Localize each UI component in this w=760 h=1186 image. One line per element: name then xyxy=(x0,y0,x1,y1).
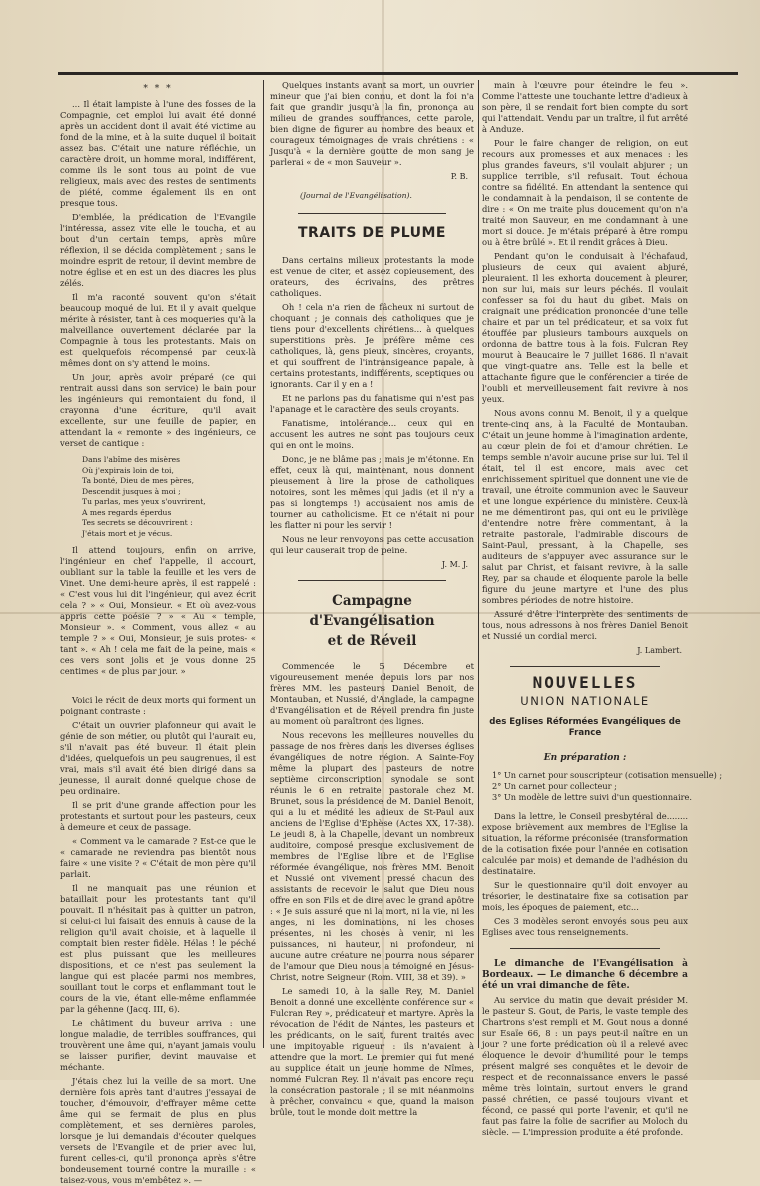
paragraph: Sur le questionnaire qu'il doit envoyer au trésorier, le destinataire fixe sa cotisation par mois, les époques de paiement, etc... xyxy=(482,880,688,912)
verse-line: Tu parlas, mes yeux s'ouvrirent, xyxy=(82,497,206,506)
subheading: En préparation : xyxy=(543,753,627,763)
top-rule xyxy=(58,72,738,75)
title-line: Campagne d'Evangélisation xyxy=(309,593,435,629)
list-item: 3° Un modèle de lettre suivi d'un questionnaire. xyxy=(492,792,693,802)
paragraph: Il m'a raconté souvent qu'on s'était beaucoup moqué de lui. Et il y avait quelque mérite à résister, tant à ces moqueries qu'à la malveillance ouvertement déclarée par la Compagnie à tous les protestants. Mais on est quelquefois récompensé par ceux-là mêmes dont on s'y attend le moins. xyxy=(60,292,256,368)
paragraph: Nous ne leur renvoyons pas cette accusation qui leur causerait trop de peine. xyxy=(270,534,474,555)
paragraph: Commencée le 5 Décembre et vigoureusement menée depuis lors par nos frères MM. les pasteurs Daniel Benoit, de Montauban, et Nussié, d'Anglade, la campagne d'Evangélisation et de Réveil prendra fin juste au moment où paraîtront ces lignes. xyxy=(270,661,474,726)
paragraph: Il attend toujours, enfin on arrive, l'ingénieur en chef l'appelle, il accourt, oubliant sur la table la feuille et les vers de Vinet. Une demi-heure après, il est rappelé : « C'est vous lui dit l'ingénieur, qui avez écrit cela ? » « Oui, Monsieur. « Et où avez-vous appris cette poésie ? » « Au « temple, Monsieur ». « Comment, vous allez « au temple ? » « Oui, Monsieur, je suis protes- « tant ». « Ah ! cela me fait de la peine, mais « ces vers sont jolis et je vous donne 25 centimes « de plus par jour. » xyxy=(60,545,256,676)
paragraph: C'était un ouvrier plafonneur qui avait le génie de son métier, ou plutôt qui l'aurait eu, s'il n'avait pas été buveur. Il était plein d'idées, quelquefois un peu saugrenues, il est vrai, mais s'il avait été bien dirigé dans sa jeunesse, il aurait donné quelque chose de peu ordinaire. xyxy=(60,720,256,796)
preparation-list xyxy=(492,770,723,803)
paragraph: Et ne parlons pas du fanatisme qui n'est pas l'apanage et le caractère des seuls croyants. xyxy=(270,393,474,414)
section-stars: * * * xyxy=(143,84,173,94)
divider xyxy=(298,580,446,581)
paragraph: Un jour, après avoir préparé (ce qui rentrait aussi dans son service) le bain pour les ingénieurs qui remontaient du fond, il crayonna d'une écriture, qu'il avait excellente, sur une feuille de papier, en attendant la « remonte » des ingénieurs, ce verset de cantique : xyxy=(60,372,256,448)
verse-line: J'étais mort et je vécus. xyxy=(82,528,173,538)
paragraph: Au service du matin que devait présider M. le pasteur S. Gout, de Paris, le vaste temple des Chartrons s'est rempli et M. Gout nous a donné sur Esaïe 66, 8 : un pays peut-il naître en un jour ? une forte prédication où il a relevé avec éloquence le devoir d'humilité pour le temps présent malgré ses conquêtes et le devoir de respect et de reconnaissance envers le passé même très lointain, surtout envers le grand passé chrétien, ce passé toujours vivant et fécond, ce passé qui porte l'avenir, et qu'il ne faut pas faire la folie de sacrifier au Moloch du siècle. — L'impression produite a été profonde. xyxy=(482,995,688,1137)
paragraph: Assuré d'être l'interprète des sentiments de tous, nous adressons à nos frères Daniel Benoit et Nussié un cordial merci. xyxy=(482,609,688,641)
verse-line: Tes secrets se découvrirent : xyxy=(82,518,193,527)
divider xyxy=(510,666,660,667)
paragraph: Oh ! cela n'a rien de fâcheux ni surtout de choquant ; je connais des catholiques que je tiens pour d'excellents chrétiens... à quelques superstitions près. Je préfère même ces catholiques, là, gens pieux, sincères, croyants, et qui souffrent de l'intransigeance papale, à certains protestants, indifférents, sceptiques ou ignorants. Car il y en a ! xyxy=(270,302,474,389)
paragraph: Nous recevons les meilleures nouvelles du passage de nos frères dans les diverses églises évangéliques de notre région. A Sainte-Foy même la plupart des pasteurs de notre septième circonscription synodale se sont réunis le 6 en retraite pastorale chez M. Brunet, sous la présidence de M. Daniel Benoit, qui a lu et médité les adieux de St-Paul aux anciens de l'Eglise d'Ephèse (Actes XX, 17-38). Le jeudi 8, à la Chapelle, devant un nombreux auditoire, composé presque exclusivement de membres de l'Eglise libre et de l'Eglise réformée évangélique, nos frères MM. Benoit et Nussié ont vivement pressé chacun des assistants de recevoir le salut que Dieu nous offre en son Fils et de dire avec le grand apôtre : « Je suis assuré que ni la mort, ni la vie, ni les anges, ni les dominations, ni les choses présentes, ni les choses à venir, ni les puissances, ni hauteur, ni profondeur, ni aucune autre créature ne pourra nous séparer de l'amour que Dieu nous a témoigné en Jésus-Christ, notre Seigneur (Rom. VIII, 38 et 39). » xyxy=(270,730,474,982)
title-line: et de Réveil xyxy=(327,633,417,649)
paragraph: main à l'œuvre pour éteindre le feu ». Comme l'atteste une touchante lettre d'adieux à son père, il se rendait fort bien compte du sort qui l'attendait. Vendu par un traître, il fut arrêté à Anduze. xyxy=(482,80,688,134)
paragraph: Pour le faire changer de religion, on eut recours aux promesses et aux menaces : les plus grandes faveurs, s'il voulait abjurer ; un supplice terrible, s'il refusait. Tout échoua contre sa fidélité. En attendant la sentence qui le condamnait à la pendaison, il se contente de dire : « On me traite plus doucement qu'on n'a traité mon Sauveur, en me condamnant à une mort si douce. Je m'étais préparé à être rompu ou à être brûlé ». Et il rendit grâces à Dieu. xyxy=(482,138,688,247)
paragraph: Fanatisme, intolérance... ceux qui en accusent les autres ne sont pas toujours ceux qui en ont le moins. xyxy=(270,418,474,450)
paragraph: Voici le récit de deux morts qui forment un poignant contraste : xyxy=(60,695,256,716)
paragraph: ... Il était lampiste à l'une des fosses de la Compagnie, cet emploi lui avait été donné après un accident dont il avait été victime au fond de la mine, et à la suite duquel il boitait assez bas. C'était une nature réfléchie, un caractère droit, un homme moral, indifférent, comme ils le sont tous au point de vue religieux, mais avec des restes de sentiments de piété, comme également ils en ont presque tous. xyxy=(60,99,256,208)
paragraph: Le châtiment du buveur arriva : une longue maladie, de terribles souffrances, qui trouvèrent une âme qui, n'ayant jamais voulu se laisser purifier, devint mauvaise et méchante. xyxy=(60,1018,256,1072)
verse-line: Où j'expirais loin de toi, xyxy=(82,465,174,475)
article-title xyxy=(270,591,474,651)
paragraph: J'étais chez lui la veille de sa mort. Une dernière fois après tant d'autres j'essayai de toucher, d'émouvoir, d'effrayer même cette âme qui se fermait de plus en plus complètement, et ses dernières paroles, lorsque je lui demandais d'écouter quelques versets de l'Evangile et de prier avec lui, furent celles-ci, qu'il prononça après s'être bondeusement tourné contre la muraille : « taisez-vous, vous m'embêtez ». — xyxy=(60,1076,256,1185)
paragraph: Dans la lettre, le Conseil presbytéral de........ expose brièvement aux membres de l'Eglise la situation, la réforme préconisée (transformation de la cotisation fixée pour l'année en cotisation calculée par mois) et demande de l'adhésion du destinataire. xyxy=(482,811,688,876)
column-2 xyxy=(270,80,474,1117)
verse-line: Dans l'abîme des misères xyxy=(82,455,180,464)
source-note: (Journal de l'Evangélisation). xyxy=(300,191,412,200)
verse-line: Ta bonté, Dieu de mes pères, xyxy=(82,476,194,485)
section-subtitle: UNION NATIONALE xyxy=(520,694,650,708)
paragraph: Ces 3 modèles seront envoyés sous peu aux Eglises avec tous renseignements. xyxy=(482,916,688,937)
section-heading: des Eglises Réformées Evangéliques de France xyxy=(489,717,681,738)
paragraph: Il ne manquait pas une réunion et bataillait pour les protestants tant qu'il pouvait. Il n'hésitait pas à quitter un patron, si celui-ci lui faisait des ennuis à cause de la religion qu'il avait choisie, et à laquelle il comptait bien rester fidèle. Hélas ! le péché est plus puissant que les meilleures dispositions, et ce n'est pas seulement la langue qui est placée parmi nos membres, souillant tout le corps et enflammant tout le cours de la vie, étant elle-même enflammée par la géhenne (Jacq. III, 6). xyxy=(60,883,256,1014)
paragraph: « Comment va le camarade ? Est-ce que le « camarade ne reviendra pas bientôt nous faire « une visite ? « C'était de mon père qu'il parlait. xyxy=(60,836,256,879)
signature: J. Lambert. xyxy=(637,646,682,655)
paragraph: Donc, je ne blâme pas ; mais je m'étonne. En effet, ceux là qui, maintenant, nous donnent pieusement à lire la prose de catholiques notoires, sont les mêmes qui jadis (et il n'y a pas si longtemps !) accusaient nos amis de tourner au catholicisme. Et ce n'était ni pour les flatter ni pour les servir ! xyxy=(270,454,474,530)
divider xyxy=(510,948,660,949)
paragraph: Pendant qu'on le conduisait à l'échafaud, plusieurs de ceux qui avaient abjuré, pleuraient. Il les exhorta doucement à pleurer, non sur lui, mais sur leurs péchés. Il voulait confesser sa foi du haut du gibet. Mais on craignait une prédication prononcée d'une telle chaire et par un tel prédicateur, et sa voix fut étouffée par plusieurs tambours auxquels on ordonna de battre tous à la fois. Fulcran Rey mourut à Beaucaire le 7 juillet 1686. Il n'avait que vingt-quatre ans. Telle est la belle et attachante figure que le conférencier a tirée de l'oubli et merveilleusement fait revivre à nos yeux. xyxy=(482,251,688,404)
divider xyxy=(298,213,446,214)
paragraph: Quelques instants avant sa mort, un ouvrier mineur que j'ai bien connu, et dont la foi n'a fait que grandir jusqu'à la fin, prononça au milieu de grandes souffrances, cette parole, bien digne de figurer au nombre des beaux et courageux témoignages de vrais chrétiens : « Jusqu'à « la dernière goutte de mon sang je parlerai « de « mon Sauveur ». xyxy=(270,80,474,167)
column-rule-right xyxy=(478,80,479,1048)
list-item: 1° Un carnet pour souscripteur (cotisation mensuelle) ; xyxy=(492,770,723,780)
column-rule-left xyxy=(263,80,264,1048)
column-1 xyxy=(60,80,256,1185)
paragraph: D'emblée, la prédication de l'Evangile l'intéressa, assez vite elle le toucha, et au bout d'un certain temps, après mûre réflexion, il se décida complètement ; sans le moindre esprit de retour, il devint membre de notre église et en est un des diacres les plus zélés. xyxy=(60,212,256,288)
column-3 xyxy=(482,80,723,1137)
article-title: TRAITS DE PLUME xyxy=(298,225,446,241)
paragraph: Il se prit d'une grande affection pour les protestants et surtout pour les pasteurs, ceux à demeure et ceux de passage. xyxy=(60,800,256,832)
hymn-verse xyxy=(82,455,256,539)
paragraph: Le samedi 10, à la salle Rey, M. Daniel Benoit a donné une excellente conférence sur « Fulcran Rey », prédicateur et martyre. Après la révocation de l'édit de Nantes, les pasteurs et les prédicants, on le sait, furent traités avec une impitoyable rigueur : ils n'avaient à attendre que la mort. Le premier qui fut mené au supplice était un jeune homme de Nîmes, nommé Fulcran Rey. Il n'avait pas encore reçu la consécration pastorale ; il se mit néanmoins à prêcher, convaincu « que, quand la maison brûle, tout le monde doit mettre la xyxy=(270,986,474,1117)
list-item: 2° Un carnet pour collecteur ; xyxy=(492,781,617,791)
signature: J. M. J. xyxy=(441,560,468,569)
verse-line: A mes regards éperdus xyxy=(82,507,172,517)
verse-line: Descendit jusques à moi ; xyxy=(82,486,181,496)
paragraph: Nous avons connu M. Benoit, il y a quelque trente-cinq ans, à la Faculté de Montauban. C'était un jeune homme à l'imagination ardente, au cœur plein de foi et d'amour chrétien. Le temps semble n'avoir aucune prise sur lui. Tel il était, tel il est encore, mais avec cet enrichissement spirituel que donnent une vie de travail, une étroite communion avec le Sauveur et une longue expérience du ministère. Ceux-là ne me démentiront pas, qui ont eu le privilège d'entendre notre frère commentant, à la retraite pastorale, l'admirable discours de Saint-Paul, pressant, à la Chapelle, ses auditeurs de s'appuyer avec assurance sur le salut par Christ, et faisant revivre, à la salle Rey, par sa chaude et éloquente parole la belle figure du jeune martyre et l'une des plus sombres périodes de notre histoire. xyxy=(482,408,688,605)
signature: P. B. xyxy=(450,172,468,181)
section-title: NOUVELLES xyxy=(532,673,638,692)
paragraph: Dans certains milieux protestants la mode est venue de citer, et assez copieusement, des orateurs, des écrivains, des prêtres catholiques. xyxy=(270,255,474,298)
news-item-heading: Le dimanche de l'Evangélisation à Bordeaux. — Le dimanche 6 décembre a été un vrai dimanche de fête. xyxy=(482,959,688,991)
